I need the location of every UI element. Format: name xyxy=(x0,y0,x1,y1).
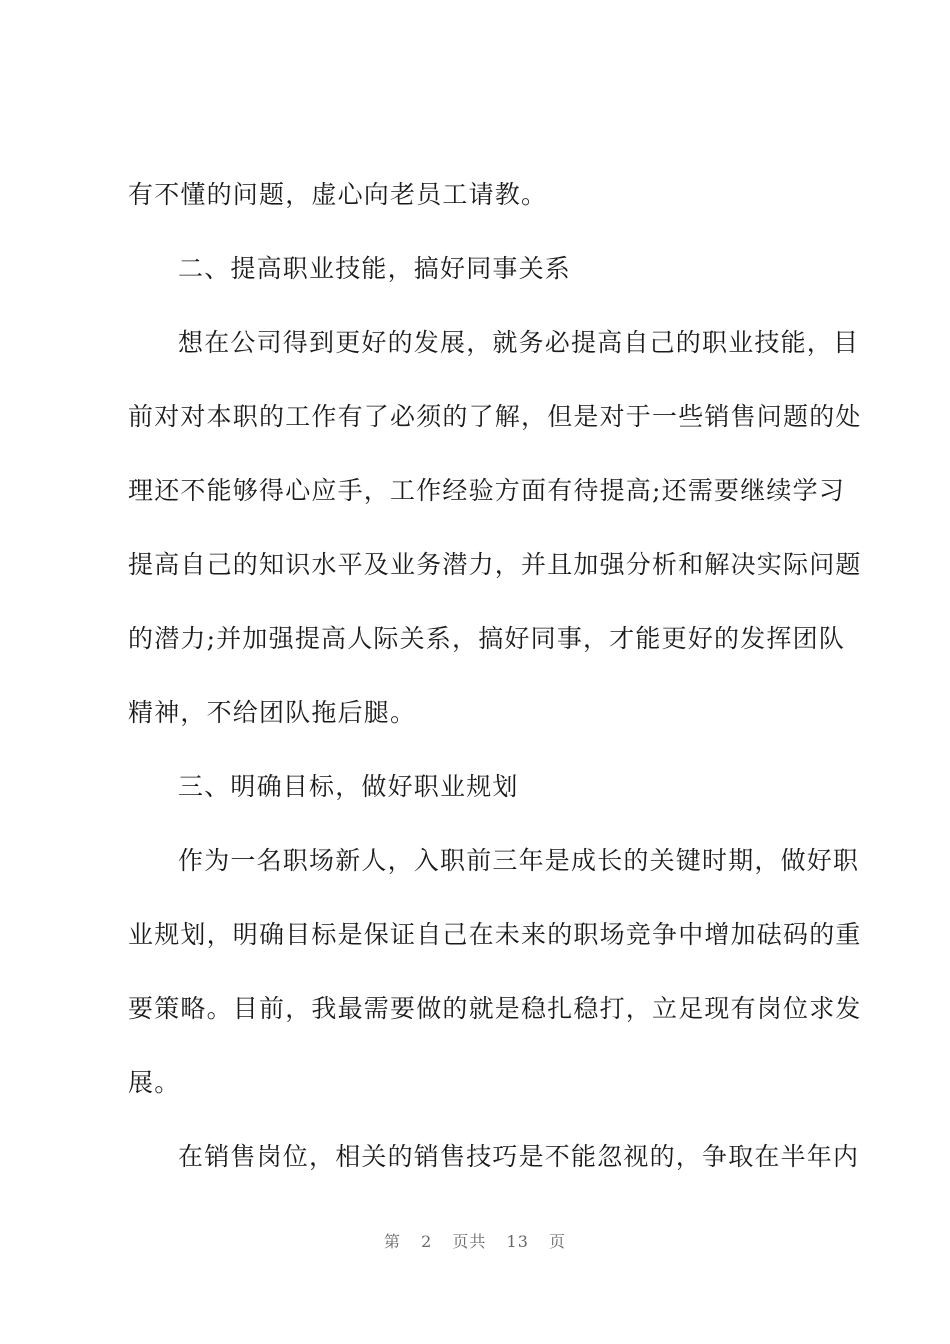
footer-suffix: 页 xyxy=(548,1232,566,1251)
text-line: 理还不能够得心应手，工作经验方面有待提高;还需要继续学习 xyxy=(128,476,846,505)
text-line: 的潜力;并加强提高人际关系，搞好同事，才能更好的发挥团队 xyxy=(128,624,846,653)
page-footer xyxy=(0,1229,950,1252)
footer-total-pages: 13 xyxy=(506,1232,529,1251)
text-line: 提高自己的知识水平及业务潜力，并且加强分析和解决实际问题 xyxy=(128,550,862,579)
text-line: 要策略。目前，我最需要做的就是稳扎稳打，立足现有岗位求发 xyxy=(128,994,862,1023)
text-line: 有不懂的问题，虚心向老员工请教。 xyxy=(128,180,548,209)
text-line: 业规划，明确目标是保证自己在未来的职场竞争中增加砝码的重 xyxy=(128,920,862,949)
footer-middle: 页共 xyxy=(452,1232,487,1251)
section-heading: 三、明确目标，做好职业规划 xyxy=(178,772,519,801)
footer-current-page: 2 xyxy=(421,1232,433,1251)
text-line: 精神，不给团队拖后腿。 xyxy=(128,698,417,727)
text-line: 在销售岗位，相关的销售技巧是不能忽视的，争取在半年内 xyxy=(178,1142,860,1171)
text-line: 作为一名职场新人，入职前三年是成长的关键时期，做好职 xyxy=(178,846,860,875)
section-heading: 二、提高职业技能，搞好同事关系 xyxy=(178,254,572,283)
text-line: 前对对本职的工作有了必须的了解，但是对于一些销售问题的处 xyxy=(128,402,862,431)
text-line: 想在公司得到更好的发展，就务必提高自己的职业技能，目 xyxy=(178,328,860,357)
text-line: 展。 xyxy=(128,1068,181,1097)
body-text xyxy=(128,168,862,1204)
footer-prefix: 第 xyxy=(384,1232,402,1251)
